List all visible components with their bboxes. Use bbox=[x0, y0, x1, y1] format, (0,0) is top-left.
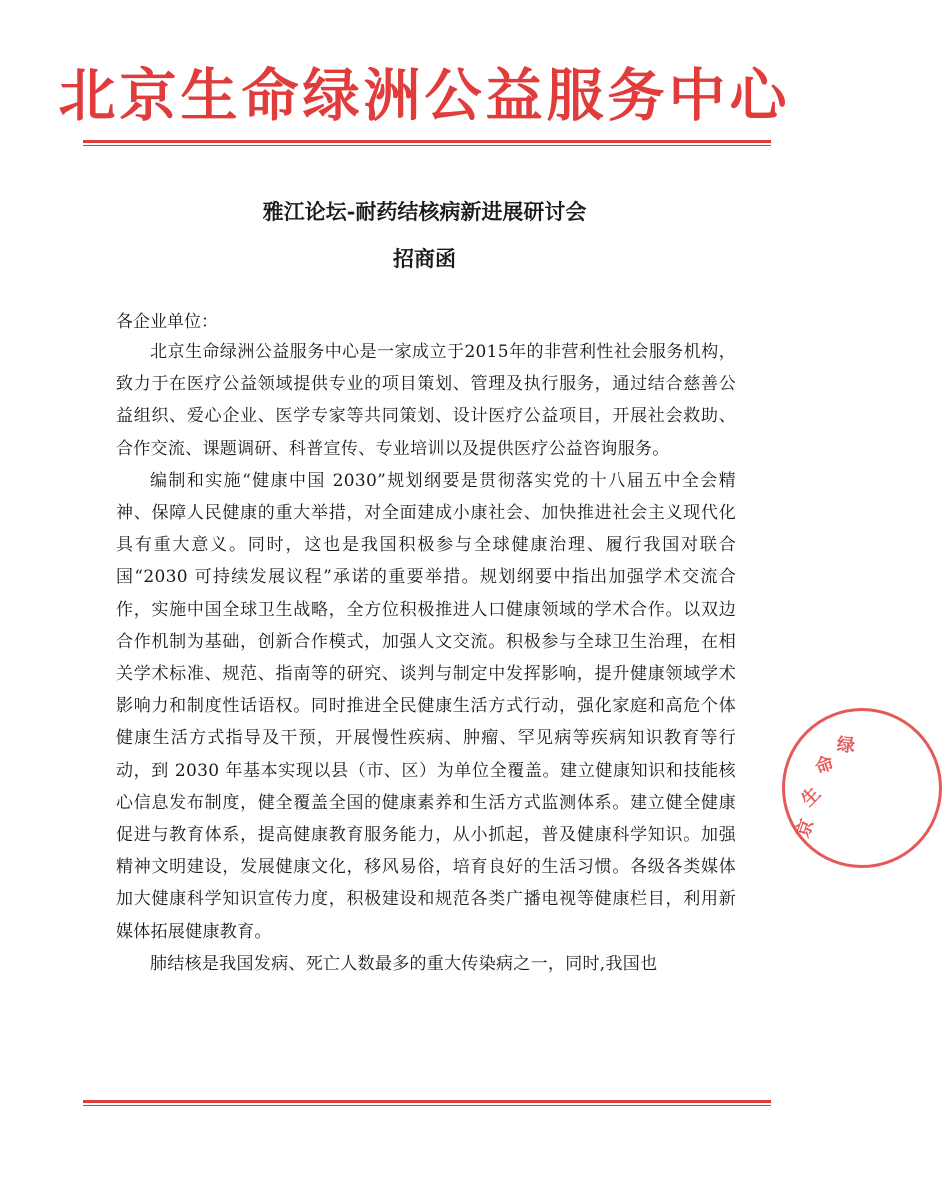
seal-circle bbox=[782, 708, 942, 868]
letterhead-top-divider bbox=[83, 140, 771, 146]
seal-character: 绿 bbox=[835, 734, 856, 757]
seal-character: 生 bbox=[797, 783, 825, 811]
seal-character: 命 bbox=[812, 752, 837, 779]
paragraph-organization-intro: 北京生命绿洲公益服务中心是一家成立于2015年的非营利性社会服务机构，致力于在医疗公益领域提供专业的项目策划、管理及执行服务，通过结合慈善公益组织、爱心企业、医学专家等共同策划、设计医疗公益项目，开展社会救助、合作交流、课题调研、科普宣传、专业培训以及提供医疗公益咨询服务。 bbox=[116, 342, 736, 459]
document-title: 雅江论坛-耐药结核病新进展研讨会 bbox=[262, 199, 587, 224]
salutation: 各企业单位： bbox=[116, 312, 218, 332]
letterhead-title: 北京生命绿洲公益服务中心 bbox=[58, 63, 791, 129]
paragraph-healthy-china-2030: 编制和实施“健康中国 2030”规划纲要是贯彻落实党的十八届五中全会精神、保障人民健康的重大举措，对全面建成小康社会、加快推进社会主义现代化具有重大意义。同时，这也是我国积极参与全球健康治理、履行我国对联合国“2030 可持续发展议程”承诺的重要举措。规划纲要中指出加强学术交流合作，实施中国全球卫生战略，全方位积极推进人口健康领域的学术合作。以双边合作机制为基础，创新合作模式，加强人文交流。积极参与全球卫生治理，在相关学术标准、规范、指南等的研究、谈判与制定中发挥影响，提升健康领域学术影响力和制度性话语权。同时推进全民健康生活方式行动，强化家庭和高危个体健康生活方式指导及干预，开展慢性疾病、肿瘤、罕见病等疾病知识教育等行动，到 2030 年基本实现以县（市、区）为单位全覆盖。建立健康知识和技能核心信息发布制度，健全覆盖全国的健康素养和生活方式监测体系。建立健全健康促进与教育体系，提高健康教育服务能力，从小抓起，普及健康科学知识。加强精神文明建设，发展健康文化，移风易俗，培育良好的生活习惯。各级各类媒体加大健康科学知识宣传力度，积极建设和规范各类广播电视等健康栏目，利用新媒体拓展健康教育。 bbox=[116, 470, 736, 942]
paragraph-tuberculosis: 肺结核是我国发病、死亡人数最多的重大传染病之一，同时,我国也 bbox=[150, 953, 658, 974]
footer-divider bbox=[83, 1100, 771, 1106]
seal-character: 京 bbox=[792, 816, 819, 841]
document-subtitle: 招商函 bbox=[393, 246, 456, 271]
official-seal-stamp bbox=[782, 700, 856, 880]
letter-body bbox=[116, 336, 736, 980]
